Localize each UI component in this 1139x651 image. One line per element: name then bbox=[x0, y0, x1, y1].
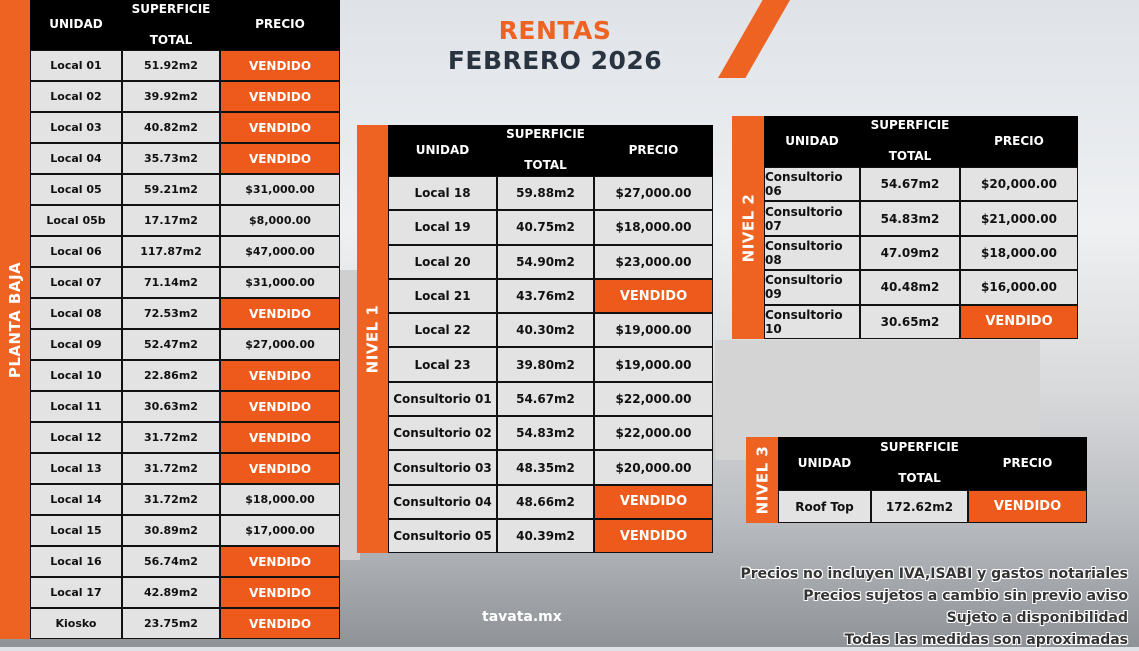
table-row[interactable] bbox=[30, 143, 340, 174]
sold-badge: VENDIDO bbox=[221, 144, 339, 173]
area-cell: 172.62m2 bbox=[872, 491, 967, 522]
table-row[interactable] bbox=[778, 490, 1087, 523]
header-unit: UNIDAD bbox=[49, 17, 103, 32]
header-unit: UNIDAD bbox=[415, 142, 470, 157]
note: Sujeto a disponibilidad bbox=[946, 610, 1128, 626]
table-row[interactable] bbox=[30, 112, 340, 143]
table-row[interactable] bbox=[30, 515, 340, 546]
area-cell: 22.86m2 bbox=[123, 361, 219, 390]
unit-cell: Local 16 bbox=[31, 547, 121, 576]
unit-cell: Consultorio 10 bbox=[765, 306, 859, 338]
section-label-text: PLANTA BAJA bbox=[6, 261, 25, 378]
section-planta-baja bbox=[0, 0, 340, 639]
header-area bbox=[871, 437, 968, 490]
unit-cell: Local 11 bbox=[31, 392, 121, 421]
table-row[interactable] bbox=[30, 81, 340, 112]
table-header bbox=[30, 0, 340, 50]
price-cell: $17,000.00 bbox=[221, 516, 339, 545]
sold-badge: VENDIDO bbox=[221, 609, 339, 638]
header-area-line2: TOTAL bbox=[149, 32, 193, 47]
unit-cell: Local 07 bbox=[31, 268, 121, 297]
area-cell: 54.90m2 bbox=[498, 246, 593, 278]
table-row[interactable] bbox=[388, 450, 713, 484]
sold-badge: VENDIDO bbox=[969, 491, 1086, 522]
website-link[interactable]: tavata.mx bbox=[482, 609, 562, 625]
sold-badge: VENDIDO bbox=[221, 361, 339, 390]
table-row[interactable] bbox=[30, 391, 340, 422]
unit-cell: Local 04 bbox=[31, 144, 121, 173]
price-cell: $23,000.00 bbox=[595, 246, 712, 278]
unit-cell: Local 05 bbox=[31, 175, 121, 204]
table-row[interactable] bbox=[388, 245, 713, 279]
table-row[interactable] bbox=[388, 519, 713, 553]
unit-cell: Local 03 bbox=[31, 113, 121, 142]
table-row[interactable] bbox=[388, 210, 713, 244]
price-cell: $47,000.00 bbox=[221, 237, 339, 266]
price-cell: $21,000.00 bbox=[961, 202, 1077, 234]
area-cell: 40.30m2 bbox=[498, 314, 593, 346]
price-cell: $20,000.00 bbox=[595, 451, 712, 483]
section-label bbox=[732, 116, 764, 339]
table-row[interactable] bbox=[30, 422, 340, 453]
table-row[interactable] bbox=[30, 174, 340, 205]
sold-badge: VENDIDO bbox=[221, 299, 339, 328]
section-label-text: NIVEL 2 bbox=[739, 193, 757, 262]
area-cell: 17.17m2 bbox=[123, 206, 219, 235]
sold-badge: VENDIDO bbox=[221, 113, 339, 142]
table-row[interactable] bbox=[388, 176, 713, 210]
table-row[interactable] bbox=[30, 329, 340, 360]
area-cell: 40.39m2 bbox=[498, 520, 593, 552]
table-row[interactable] bbox=[388, 416, 713, 450]
area-cell: 31.72m2 bbox=[123, 485, 219, 514]
sold-badge: VENDIDO bbox=[221, 578, 339, 607]
header-area-line2: TOTAL bbox=[898, 471, 941, 486]
unit-cell: Consultorio 02 bbox=[389, 417, 496, 449]
unit-cell: Local 21 bbox=[389, 280, 496, 312]
unit-cell: Local 17 bbox=[31, 578, 121, 607]
header-area-line1: SUPERFICIE bbox=[880, 440, 959, 455]
table-row[interactable] bbox=[30, 608, 340, 639]
table-row[interactable] bbox=[388, 382, 713, 416]
price-cell: $18,000.00 bbox=[961, 237, 1077, 269]
header-price: PRECIO bbox=[1002, 455, 1053, 470]
table-row[interactable] bbox=[764, 270, 1078, 304]
section-label bbox=[357, 125, 388, 553]
unit-cell: Local 20 bbox=[389, 246, 496, 278]
header-area-line2: TOTAL bbox=[524, 158, 567, 173]
table-row[interactable] bbox=[764, 167, 1078, 201]
area-cell: 31.72m2 bbox=[123, 423, 219, 452]
note: Precios sujetos a cambio sin previo aviso bbox=[803, 588, 1128, 604]
area-cell: 117.87m2 bbox=[123, 237, 219, 266]
area-cell: 48.66m2 bbox=[498, 486, 593, 518]
price-cell: $31,000.00 bbox=[221, 175, 339, 204]
unit-cell: Consultorio 04 bbox=[389, 486, 496, 518]
price-cell: $20,000.00 bbox=[961, 168, 1077, 200]
header-area bbox=[122, 0, 220, 50]
unit-cell: Local 09 bbox=[31, 330, 121, 359]
unit-cell: Local 01 bbox=[31, 51, 121, 80]
note: Todas las medidas son aproximadas bbox=[844, 632, 1128, 648]
unit-cell: Local 08 bbox=[31, 299, 121, 328]
header-area-line1: SUPERFICIE bbox=[506, 127, 585, 142]
unit-cell: Kiosko bbox=[31, 609, 121, 638]
section-label bbox=[0, 0, 30, 639]
sold-badge: VENDIDO bbox=[221, 82, 339, 111]
price-cell: $27,000.00 bbox=[595, 177, 712, 209]
note: Precios no incluyen IVA,ISABI y gastos notariales bbox=[740, 566, 1128, 582]
unit-cell: Local 06 bbox=[31, 237, 121, 266]
unit-cell: Consultorio 09 bbox=[765, 271, 859, 303]
section-label-text: NIVEL 3 bbox=[753, 445, 771, 515]
title-rentas: RENTAS bbox=[498, 16, 612, 45]
area-cell: 52.47m2 bbox=[123, 330, 219, 359]
area-cell: 31.72m2 bbox=[123, 454, 219, 483]
table-row[interactable] bbox=[388, 313, 713, 347]
area-cell: 59.21m2 bbox=[123, 175, 219, 204]
area-cell: 56.74m2 bbox=[123, 547, 219, 576]
brand-slash bbox=[718, 0, 790, 78]
sold-badge: VENDIDO bbox=[595, 520, 712, 552]
rental-table bbox=[778, 437, 1087, 523]
price-cell: $22,000.00 bbox=[595, 417, 712, 449]
area-cell: 40.48m2 bbox=[861, 271, 959, 303]
header-price: PRECIO bbox=[994, 133, 1044, 148]
table-row[interactable] bbox=[388, 485, 713, 519]
table-row[interactable] bbox=[30, 577, 340, 608]
section-label bbox=[746, 437, 778, 523]
unit-cell: Local 10 bbox=[31, 361, 121, 390]
table-header bbox=[778, 437, 1087, 490]
area-cell: 54.67m2 bbox=[498, 383, 593, 415]
unit-cell: Consultorio 01 bbox=[389, 383, 496, 415]
table-row[interactable] bbox=[30, 360, 340, 391]
unit-cell: Local 13 bbox=[31, 454, 121, 483]
unit-cell: Local 19 bbox=[389, 211, 496, 243]
area-cell: 35.73m2 bbox=[123, 144, 219, 173]
unit-cell: Local 14 bbox=[31, 485, 121, 514]
area-cell: 59.88m2 bbox=[498, 177, 593, 209]
unit-cell: Consultorio 05 bbox=[389, 520, 496, 552]
area-cell: 40.82m2 bbox=[123, 113, 219, 142]
unit-cell: Consultorio 03 bbox=[389, 451, 496, 483]
area-cell: 30.89m2 bbox=[123, 516, 219, 545]
header-unit: UNIDAD bbox=[797, 455, 852, 470]
unit-cell: Local 15 bbox=[31, 516, 121, 545]
header-area-line1: SUPERFICIE bbox=[870, 118, 950, 133]
header-area-line1: SUPERFICIE bbox=[131, 1, 211, 16]
unit-cell: Local 23 bbox=[389, 348, 496, 380]
table-header bbox=[764, 116, 1078, 167]
area-cell: 39.92m2 bbox=[123, 82, 219, 111]
area-cell: 71.14m2 bbox=[123, 268, 219, 297]
area-cell: 43.76m2 bbox=[498, 280, 593, 312]
area-cell: 47.09m2 bbox=[861, 237, 959, 269]
price-cell: $18,000.00 bbox=[221, 485, 339, 514]
price-cell: $16,000.00 bbox=[961, 271, 1077, 303]
section-nivel-2 bbox=[732, 116, 1078, 339]
unit-cell: Consultorio 06 bbox=[765, 168, 859, 200]
table-row[interactable] bbox=[764, 201, 1078, 235]
table-header bbox=[388, 125, 713, 176]
table-row[interactable] bbox=[30, 298, 340, 329]
sold-badge: VENDIDO bbox=[221, 51, 339, 80]
unit-cell: Local 12 bbox=[31, 423, 121, 452]
table-row[interactable] bbox=[30, 546, 340, 577]
unit-cell: Local 05b bbox=[31, 206, 121, 235]
table-row[interactable] bbox=[30, 453, 340, 484]
header-price: PRECIO bbox=[628, 142, 679, 157]
header-area bbox=[860, 116, 960, 167]
area-cell: 23.75m2 bbox=[123, 609, 219, 638]
area-cell: 48.35m2 bbox=[498, 451, 593, 483]
table-row[interactable] bbox=[30, 205, 340, 236]
sold-badge: VENDIDO bbox=[961, 306, 1077, 338]
area-cell: 30.65m2 bbox=[861, 306, 959, 338]
section-nivel-1 bbox=[357, 125, 713, 553]
area-cell: 39.80m2 bbox=[498, 348, 593, 380]
unit-cell: Roof Top bbox=[779, 491, 870, 522]
table-row[interactable] bbox=[30, 236, 340, 267]
table-row[interactable] bbox=[30, 484, 340, 515]
unit-cell: Consultorio 07 bbox=[765, 202, 859, 234]
sold-badge: VENDIDO bbox=[595, 486, 712, 518]
section-nivel-3 bbox=[746, 437, 1087, 523]
price-cell: $31,000.00 bbox=[221, 268, 339, 297]
unit-cell: Consultorio 08 bbox=[765, 237, 859, 269]
rental-table bbox=[388, 125, 713, 553]
unit-cell: Local 02 bbox=[31, 82, 121, 111]
header-unit: UNIDAD bbox=[785, 133, 839, 148]
sold-badge: VENDIDO bbox=[221, 423, 339, 452]
area-cell: 54.83m2 bbox=[498, 417, 593, 449]
sold-badge: VENDIDO bbox=[595, 280, 712, 312]
rental-table bbox=[30, 0, 340, 639]
area-cell: 42.89m2 bbox=[123, 578, 219, 607]
table-row[interactable] bbox=[764, 305, 1078, 339]
price-cell: $27,000.00 bbox=[221, 330, 339, 359]
sold-badge: VENDIDO bbox=[221, 454, 339, 483]
area-cell: 72.53m2 bbox=[123, 299, 219, 328]
area-cell: 40.75m2 bbox=[498, 211, 593, 243]
area-cell: 51.92m2 bbox=[123, 51, 219, 80]
unit-cell: Local 18 bbox=[389, 177, 496, 209]
header-price: PRECIO bbox=[255, 17, 305, 32]
area-cell: 30.63m2 bbox=[123, 392, 219, 421]
section-label-text: NIVEL 1 bbox=[363, 304, 382, 374]
disclaimer-notes bbox=[740, 563, 1128, 651]
header-area bbox=[497, 125, 594, 176]
header-area-line2: TOTAL bbox=[888, 149, 932, 164]
rental-table bbox=[764, 116, 1078, 339]
table-row[interactable] bbox=[30, 50, 340, 81]
unit-cell: Local 22 bbox=[389, 314, 496, 346]
title-date: FEBRERO 2026 bbox=[447, 46, 663, 75]
price-cell: $8,000.00 bbox=[221, 206, 339, 235]
sold-badge: VENDIDO bbox=[221, 547, 339, 576]
price-cell: $18,000.00 bbox=[595, 211, 712, 243]
price-cell: $19,000.00 bbox=[595, 314, 712, 346]
price-cell: $19,000.00 bbox=[595, 348, 712, 380]
table-row[interactable] bbox=[30, 267, 340, 298]
area-cell: 54.67m2 bbox=[861, 168, 959, 200]
area-cell: 54.83m2 bbox=[861, 202, 959, 234]
table-row[interactable] bbox=[388, 279, 713, 313]
table-row[interactable] bbox=[764, 236, 1078, 270]
sold-badge: VENDIDO bbox=[221, 392, 339, 421]
table-row[interactable] bbox=[388, 347, 713, 381]
price-cell: $22,000.00 bbox=[595, 383, 712, 415]
